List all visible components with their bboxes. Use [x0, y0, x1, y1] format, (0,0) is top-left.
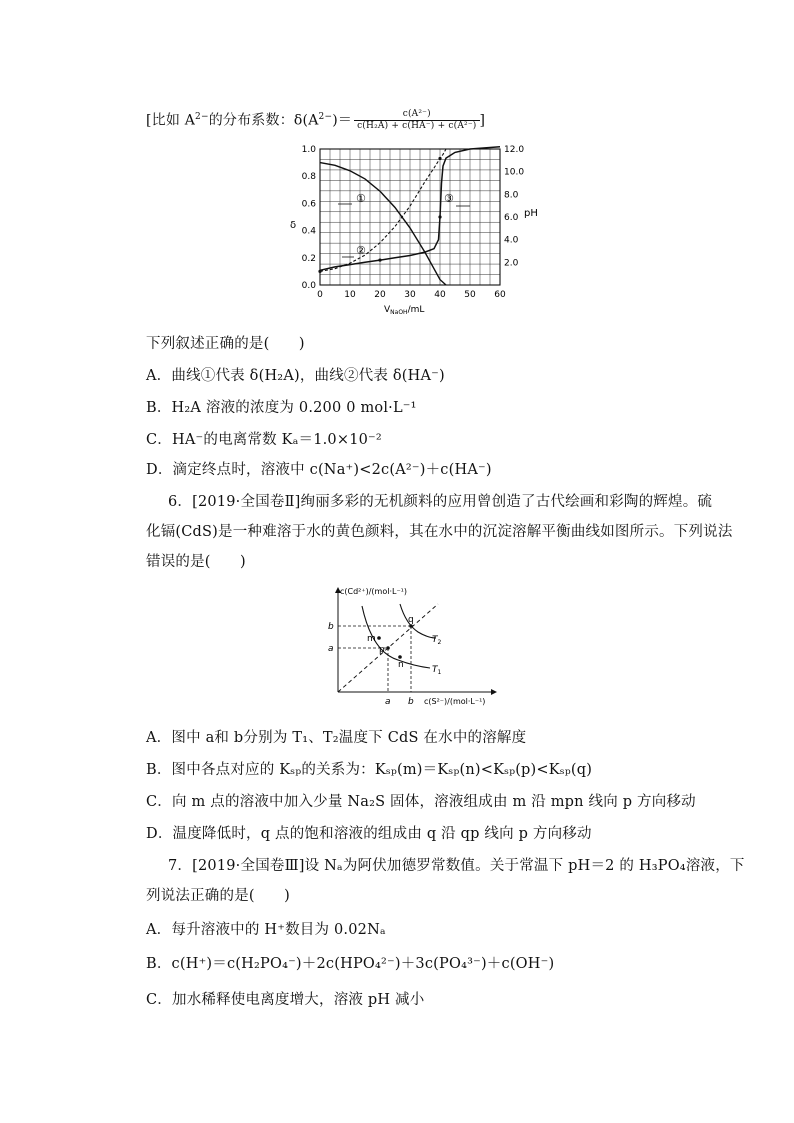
t1-label: $T_1$ [432, 665, 442, 676]
x-tick-label: 50 [464, 290, 476, 300]
intro-eq: )＝ [332, 112, 353, 129]
x-axis-label: $V_{NaOH}/mL$ [384, 305, 425, 316]
x-tick-label: 20 [374, 290, 386, 300]
left-tick-label: 0.8 [301, 172, 316, 183]
chart2-x-axis-label: c(S²⁻)/(mol·L⁻¹) [424, 697, 486, 706]
tick-a-y-label: a [328, 644, 334, 654]
q5-stem: 下列叙述正确的是( ) [146, 336, 305, 352]
ph-axis-label: pH [524, 208, 538, 219]
chart1-right-ticks [504, 145, 524, 268]
intro-formula [146, 109, 485, 132]
left-tick-label: 0.4 [301, 226, 316, 237]
q7-option-a: A．每升溶液中的 H⁺数目为 0.02Nₐ [146, 922, 386, 938]
right-tick-label: 2.0 [504, 258, 519, 269]
delta-data-point [318, 270, 321, 273]
distribution-fraction [354, 109, 479, 132]
t2-label: $T_2$ [432, 635, 442, 646]
q5-option-b: B．H₂A 溶液的浓度为 0.200 0 mol·L⁻¹ [146, 400, 417, 416]
q5-option-d: D．滴定终点时，溶液中 c(Na⁺)<2c(A²⁻)＋c(HA⁻) [146, 462, 492, 478]
point-n [398, 655, 402, 659]
tick-b-x-label: b [408, 697, 414, 707]
x-tick-label: 30 [404, 290, 416, 300]
x-tick-label: 10 [344, 290, 356, 300]
q6-stem-line3: 错误的是( ) [146, 554, 246, 570]
x-tick-label: 0 [317, 290, 323, 300]
q5-option-c: C．HA⁻的电离常数 Kₐ＝1.0×10⁻² [146, 432, 382, 448]
left-tick-label: 0.0 [301, 281, 316, 291]
intro-sup2: 2− [318, 111, 333, 122]
intro-sup1: 2− [195, 111, 209, 122]
point-q-label: q [408, 615, 414, 625]
q7-stem-line1: 7．[2019·全国卷Ⅲ]设 Nₐ为阿伏加德罗常数值。关于常温下 pH＝2 的 H₃PO₄溶液，下 [168, 858, 745, 874]
fraction-numerator: c(A²⁻) [402, 109, 431, 119]
q6-stem-line1: 6．[2019·全国卷Ⅱ]绚丽多彩的无机颜料的应用曾创造了古代绘画和彩陶的辉煌。硫 [168, 494, 713, 510]
titration-chart [280, 140, 540, 320]
intro-prefix: [比如 A [146, 112, 196, 129]
x-tick-label: 40 [434, 290, 446, 300]
curve-2-label: ② [356, 244, 366, 257]
tick-b-y-label: b [328, 622, 334, 632]
right-tick-label: 8.0 [504, 190, 519, 201]
q6-stem-line2: 化镉(CdS)是一种难溶于水的黄色颜料，其在水中的沉淀溶解平衡曲线如图所示。下列说法 [146, 524, 733, 540]
x-tick-label: 60 [494, 290, 506, 300]
ph-data-point [438, 215, 441, 218]
right-tick-label: 12.0 [504, 145, 525, 155]
delta-data-point [438, 157, 441, 160]
q6-option-b: B．图中各点对应的 Kₛₚ的关系为：Kₛₚ(m)＝Kₛₚ(n)<Kₛₚ(p)<Kₛₚ(q) [146, 762, 593, 778]
right-tick-label: 4.0 [504, 235, 519, 246]
left-tick-label: 0.2 [301, 253, 316, 264]
chart2-y-axis-label: c(Cd²⁺)/(mol·L⁻¹) [340, 587, 408, 596]
point-m-label: m [367, 634, 376, 644]
q6-option-a: A．图中 a和 b分别为 T₁、T₂温度下 CdS 在水中的溶解度 [146, 730, 527, 746]
tick-a-x-label: a [385, 697, 391, 707]
q7-stem-line2: 列说法正确的是( ) [146, 888, 291, 904]
point-p [386, 646, 390, 650]
left-tick-label: 1.0 [301, 145, 316, 155]
curve-t2 [400, 604, 436, 638]
point-n-label: n [398, 660, 404, 670]
q5-option-a: A．曲线①代表 δ(H₂A)，曲线②代表 δ(HA⁻) [146, 368, 445, 384]
intro-middle: 的分布系数：δ(A [208, 112, 319, 129]
chart1-x-ticks [317, 290, 506, 300]
intro-suffix: ] [479, 112, 486, 129]
right-tick-label: 10.0 [504, 167, 525, 178]
curve-3-label: ③ [444, 192, 454, 205]
chart1-left-ticks [302, 145, 317, 291]
curve-1-label: ① [356, 192, 366, 205]
ph-data-point [378, 258, 381, 261]
solubility-chart [320, 584, 500, 710]
point-m [377, 636, 381, 640]
q6-option-c: C．向 m 点的溶液中加入少量 Na₂S 固体，溶液组成由 m 沿 mpn 线向 p 方向移动 [146, 794, 696, 810]
point-p-label: p [379, 645, 385, 655]
right-tick-label: 6.0 [504, 213, 519, 223]
q6-option-d: D．温度降低时，q 点的饱和溶液的组成由 q 沿 qp 线向 p 方向移动 [146, 826, 592, 842]
left-tick-label: 0.6 [301, 199, 316, 210]
fraction-denominator: c(H₂A) + c(HA⁻) + c(A²⁻) [354, 120, 479, 132]
q7-option-b: B．c(H⁺)＝c(H₂PO₄⁻)＋2c(HPO₄²⁻)＋3c(PO₄³⁻)＋c(OH⁻) [146, 956, 555, 972]
q7-option-c: C．加水稀释使电离度增大，溶液 pH 减小 [146, 992, 425, 1008]
delta-axis-label: δ [290, 220, 297, 231]
